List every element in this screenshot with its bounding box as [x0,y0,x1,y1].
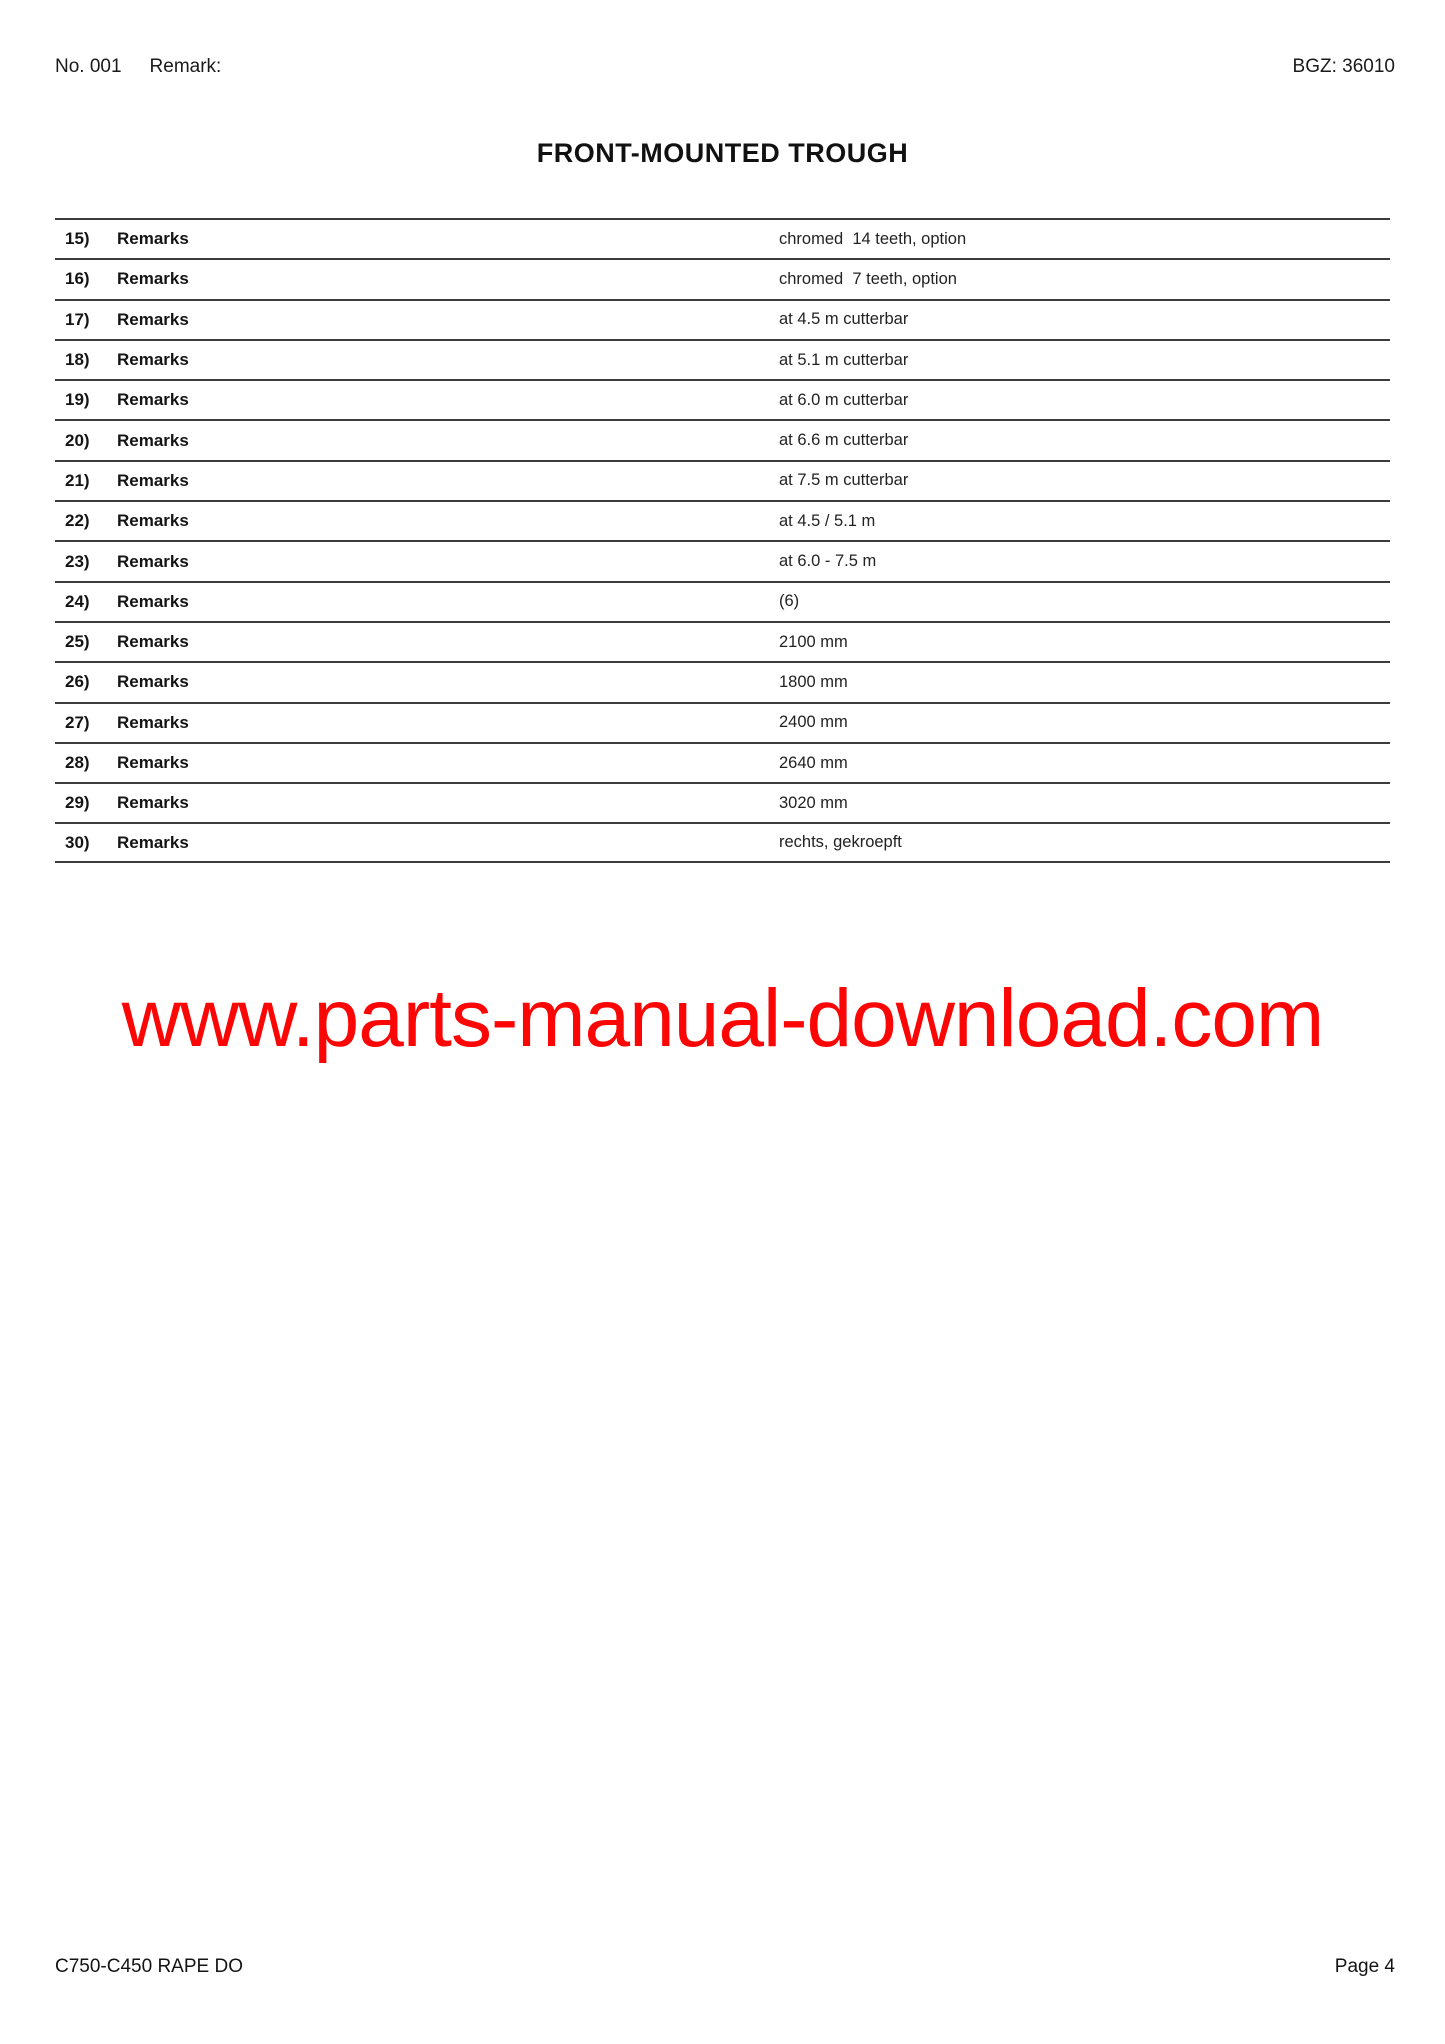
row-label: Remarks [117,672,189,692]
row-label: Remarks [117,753,189,772]
row-number: 16) [65,269,90,289]
row-value: 2640 mm [779,753,848,772]
table-row [55,661,1390,701]
row-number: 30) [65,832,90,852]
row-label: Remarks [117,632,189,652]
row-value: at 7.5 m cutterbar [779,471,909,490]
table-row [55,500,1390,540]
table-row [55,581,1390,621]
remarks-table [55,218,1390,863]
table-row [55,218,1390,258]
row-number: 29) [65,793,90,813]
row-number: 28) [65,753,90,772]
table-row [55,540,1390,580]
watermark-url: www.parts-manual-download.com [121,973,1324,1064]
page-title: FRONT-MOUNTED TROUGH [536,138,909,168]
row-label: Remarks [117,712,189,732]
row-value: chromed 7 teeth, option [779,269,957,288]
row-value: at 4.5 / 5.1 m [779,511,876,530]
row-number: 24) [65,591,90,611]
table-row [55,782,1390,822]
row-value: 1800 mm [779,672,848,691]
row-value: rechts, gekroepft [779,833,902,852]
row-value: at 6.0 m cutterbar [779,390,909,409]
row-number: 19) [65,390,90,410]
table-row [55,339,1390,379]
row-number: 18) [65,350,90,370]
footer-model: C750-C450 RAPE DO [55,1956,243,1977]
table-row [55,621,1390,661]
row-value: at 6.6 m cutterbar [779,431,909,450]
table-row [55,379,1390,419]
row-label: Remarks [117,591,189,611]
row-number: 15) [65,229,90,249]
table-row [55,742,1390,782]
table-row [55,258,1390,298]
row-label: Remarks [117,832,189,852]
row-value: at 6.0 - 7.5 m [779,552,877,571]
remark-label: Remark: [149,56,222,77]
page-footer [55,1956,1395,1978]
header-left [55,56,221,78]
row-number: 26) [65,672,90,692]
page-header [55,56,1395,78]
row-label: Remarks [117,470,189,490]
row-label: Remarks [117,551,189,571]
row-number: 21) [65,470,90,490]
table-row [55,460,1390,500]
row-value: 3020 mm [779,793,848,812]
doc-number: No. 001 [55,56,122,77]
row-value: (6) [779,592,800,611]
row-number: 22) [65,511,90,531]
footer-page-number: Page 4 [1334,1956,1395,1977]
row-value: chromed 14 teeth, option [779,229,967,248]
row-label: Remarks [117,350,189,370]
table-row [55,299,1390,339]
row-value: at 4.5 m cutterbar [779,310,909,329]
row-label: Remarks [117,269,189,289]
table-row [55,419,1390,459]
row-number: 17) [65,309,90,329]
row-number: 23) [65,551,90,571]
row-number: 20) [65,430,90,450]
row-label: Remarks [117,511,189,531]
row-label: Remarks [117,430,189,450]
row-number: 25) [65,632,90,652]
row-label: Remarks [117,793,189,813]
row-value: 2100 mm [779,632,848,651]
table-row [55,822,1390,862]
row-label: Remarks [117,229,189,249]
row-value: at 5.1 m cutterbar [779,350,909,369]
row-label: Remarks [117,390,189,410]
bgz-number: BGZ: 36010 [1292,56,1395,77]
row-label: Remarks [117,309,189,329]
row-value: 2400 mm [779,713,848,732]
row-number: 27) [65,712,90,732]
table-row [55,702,1390,742]
